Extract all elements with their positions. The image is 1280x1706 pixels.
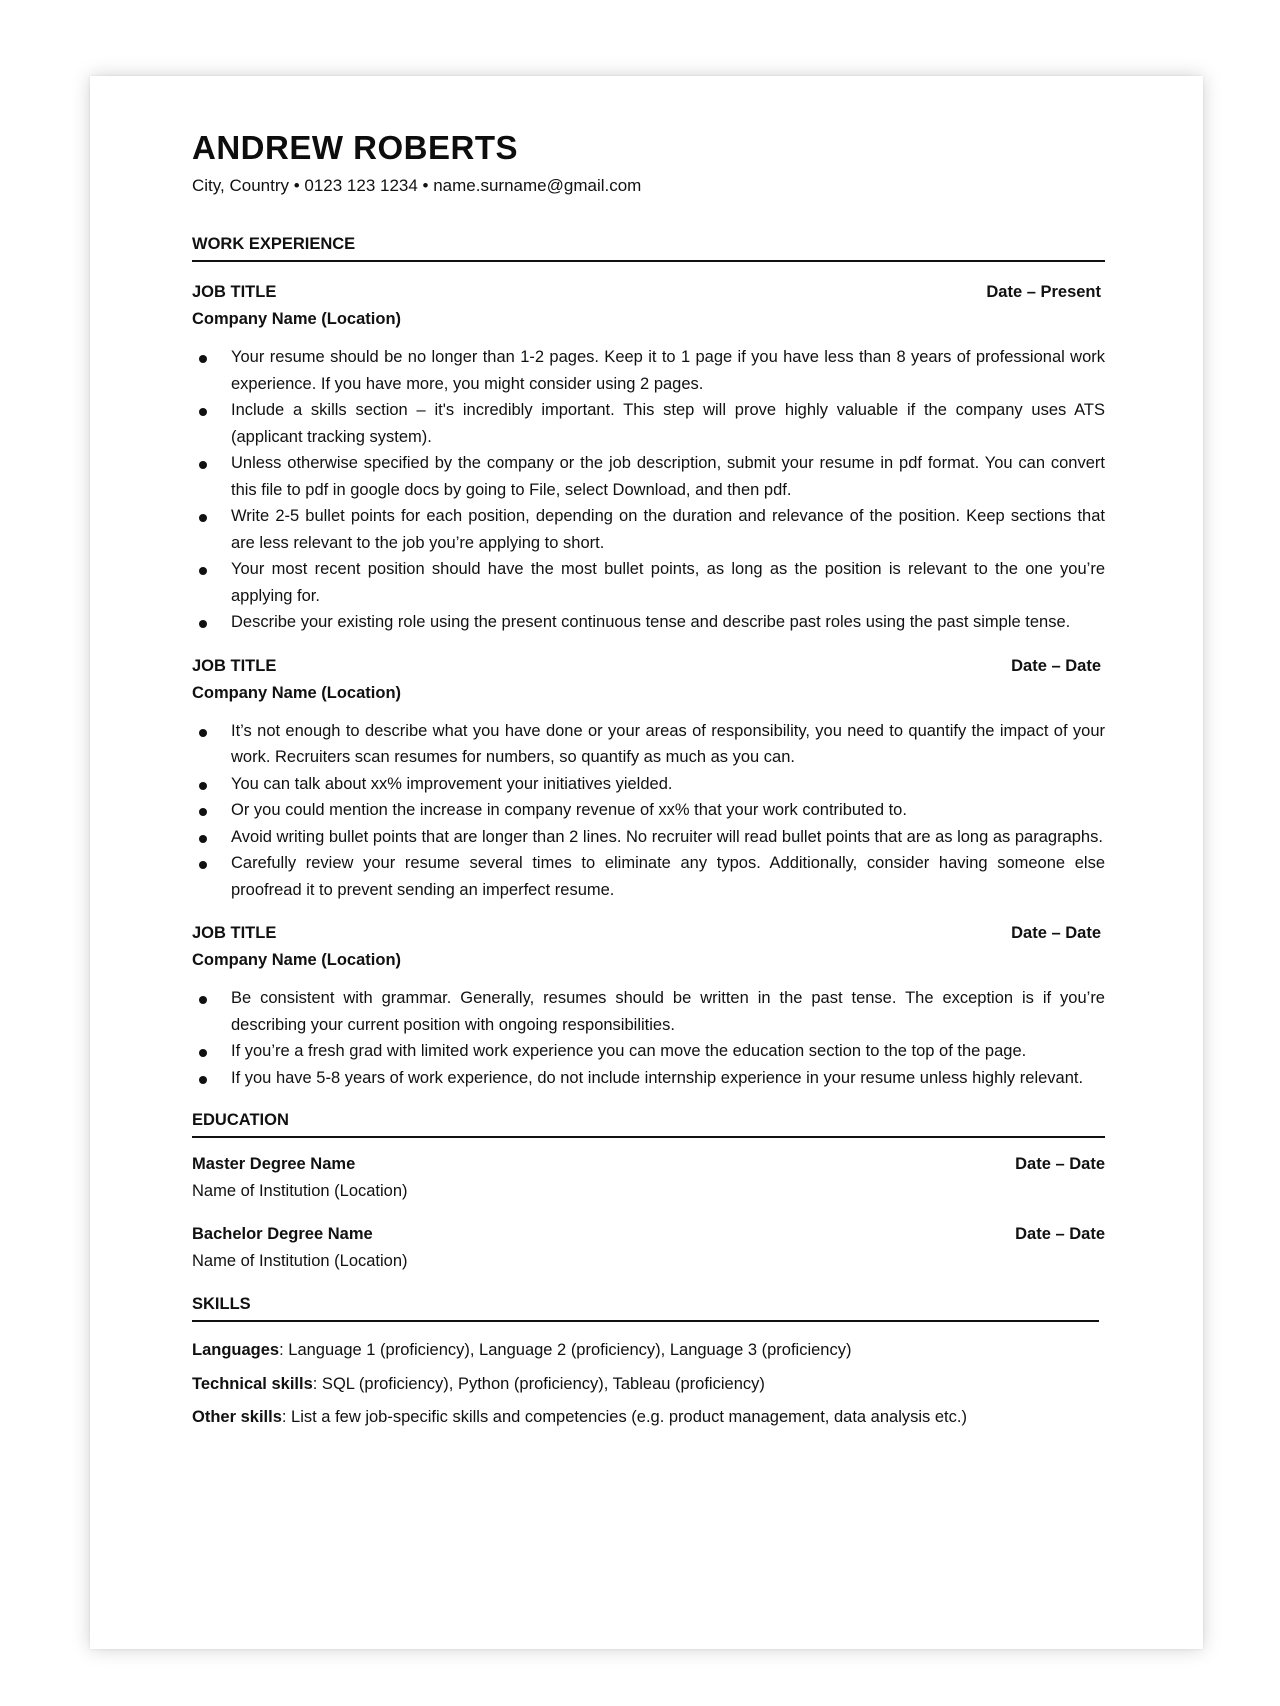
bullet-text: Avoid writing bullet points that are longer than 2 lines. No recruiter will read bullet points that are as long as paragraphs. xyxy=(231,827,1103,846)
bullet-icon xyxy=(199,861,207,869)
job-date: Date – Present xyxy=(986,283,1101,301)
bullet-text: It’s not enough to describe what you have done or your areas of responsibility, you need to quantify the impact of your work. Recruiters scan resumes for numbers, so quantify as much as you can. xyxy=(231,721,1105,766)
bullet-text: You can talk about xx% improvement your initiatives yielded. xyxy=(231,774,673,793)
bullet-icon xyxy=(199,996,207,1004)
job-title: JOB TITLE xyxy=(192,283,277,301)
institution-name: Name of Institution (Location) xyxy=(192,1252,408,1270)
bullet-item xyxy=(192,503,1105,556)
degree-name: Bachelor Degree Name xyxy=(192,1225,373,1243)
bullet-icon xyxy=(199,620,207,628)
bullet-item xyxy=(192,850,1105,903)
bullet-item xyxy=(192,771,1105,798)
skill-line-technical xyxy=(192,1368,1105,1402)
education-heading: EDUCATION xyxy=(192,1109,1105,1138)
bullet-icon xyxy=(199,782,207,790)
bullet-item xyxy=(192,797,1105,824)
bullet-icon xyxy=(199,514,207,522)
bullet-item xyxy=(192,397,1105,450)
bullet-item xyxy=(192,450,1105,503)
bullet-text: Include a skills section – it's incredibly important. This step will prove highly valuable if the company uses ATS (applicant tracking system). xyxy=(231,401,1105,446)
company-name: Company Name (Location) xyxy=(192,951,402,969)
education-entry xyxy=(192,1151,1105,1205)
work-experience-heading: WORK EXPERIENCE xyxy=(192,233,1105,262)
job-bullets xyxy=(192,344,1105,636)
job-entry xyxy=(192,920,1105,1091)
company-name: Company Name (Location) xyxy=(192,310,402,328)
bullet-text: Carefully review your resume several times to eliminate any typos. Additionally, consider having someone else proofread it to prevent sending an imperfect resume. xyxy=(231,854,1105,899)
education-date: Date – Date xyxy=(1015,1155,1105,1173)
skill-value: : SQL (proficiency), Python (proficiency), Tableau (proficiency) xyxy=(312,1374,765,1393)
skill-value: : List a few job-specific skills and competencies (e.g. product management, data analysis etc.) xyxy=(281,1408,967,1426)
job-bullets xyxy=(192,718,1105,904)
skills-list xyxy=(192,1334,1105,1435)
bullet-icon xyxy=(199,808,207,816)
institution-name: Name of Institution (Location) xyxy=(192,1182,408,1200)
bullet-text: Or you could mention the increase in company revenue of xx% that your work contributed to. xyxy=(231,801,907,819)
bullet-item xyxy=(192,1065,1105,1092)
bullet-icon xyxy=(199,1076,207,1084)
bullet-icon xyxy=(199,567,207,575)
bullet-icon xyxy=(199,408,207,416)
job-title: JOB TITLE xyxy=(192,656,277,675)
skill-line-languages xyxy=(192,1334,1105,1368)
company-name: Company Name (Location) xyxy=(192,683,402,702)
bullet-icon xyxy=(199,355,207,363)
education-date: Date – Date xyxy=(1015,1225,1105,1243)
job-date: Date – Date xyxy=(1011,924,1101,942)
bullet-text: Write 2-5 bullet points for each position, depending on the duration and relevance of the position. Keep sections that are less relevant to the job you’re applying to short. xyxy=(231,507,1105,552)
bullet-item xyxy=(192,344,1105,397)
job-title: JOB TITLE xyxy=(192,924,277,942)
bullet-text: If you have 5-8 years of work experience, do not include internship experience in your resume unless highly relevant. xyxy=(231,1068,1084,1087)
candidate-name: ANDREW ROBERTS xyxy=(192,129,518,166)
bullet-text: Describe your existing role using the present continuous tense and describe past roles using the past simple tense. xyxy=(231,613,1071,631)
job-date: Date – Date xyxy=(1011,656,1101,675)
bullet-icon xyxy=(199,461,207,469)
bullet-text: Your resume should be no longer than 1-2 pages. Keep it to 1 page if you have less than 8 years of professional work experience. If you have more, you might consider using 2 pages. xyxy=(231,348,1105,393)
resume-page xyxy=(90,76,1203,1649)
skills-heading: SKILLS xyxy=(192,1293,1099,1322)
bullet-text: Be consistent with grammar. Generally, resumes should be written in the past tense. The exception is if you’re describing your current position with ongoing responsibilities. xyxy=(231,989,1105,1034)
bullet-text: Your most recent position should have the most bullet points, as long as the position is relevant to the one you’re applying for. xyxy=(231,560,1105,605)
bullet-text: If you’re a fresh grad with limited work experience you can move the education section to the top of the page. xyxy=(231,1042,1027,1060)
skill-label: Technical skills xyxy=(192,1374,313,1393)
bullet-item xyxy=(192,824,1105,851)
degree-name: Master Degree Name xyxy=(192,1155,356,1173)
education-entry xyxy=(192,1221,1105,1275)
job-entry xyxy=(192,279,1105,636)
skill-label: Languages xyxy=(192,1341,280,1359)
bullet-item xyxy=(192,985,1105,1038)
bullet-text: Unless otherwise specified by the company or the job description, submit your resume in pdf format. You can convert this file to pdf in google docs by going to File, select Download, and then pdf. xyxy=(231,454,1105,499)
skill-value: : Language 1 (proficiency), Language 2 (proficiency), Language 3 (proficiency) xyxy=(279,1341,852,1359)
bullet-item xyxy=(192,609,1105,636)
contact-line: City, Country • 0123 123 1234 • name.surname@gmail.com xyxy=(192,176,642,195)
bullet-item xyxy=(192,718,1105,771)
bullet-item xyxy=(192,1038,1105,1065)
job-bullets xyxy=(192,985,1105,1091)
bullet-item xyxy=(192,556,1105,609)
skill-line-other xyxy=(192,1401,1105,1435)
skill-label: Other skills xyxy=(192,1408,282,1426)
bullet-icon xyxy=(199,1049,207,1057)
job-entry xyxy=(192,653,1105,904)
bullet-icon xyxy=(199,835,207,843)
bullet-icon xyxy=(199,729,207,737)
